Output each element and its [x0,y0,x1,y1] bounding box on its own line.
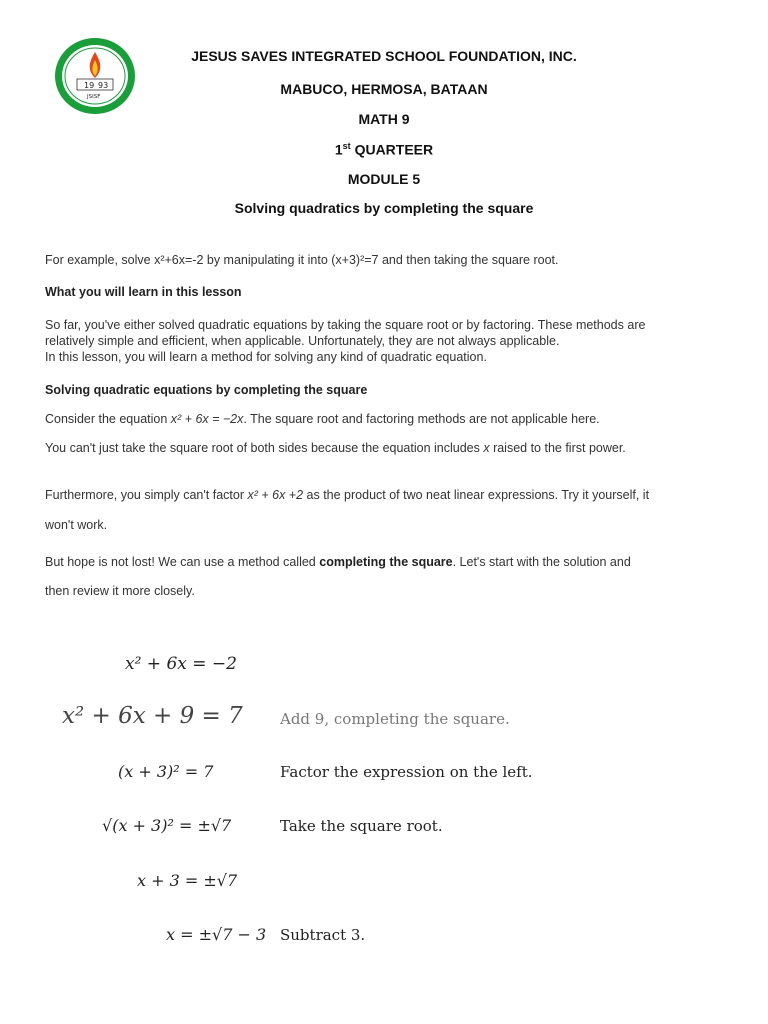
learn-line-2: relatively simple and efficient, when applicable. Unfortunately, they are not always applicable. [45,334,560,348]
cant-text [45,440,735,456]
learn-line-1: So far, you've either solved quadratic equations by taking the square root or by factoring. These methods are [45,318,646,332]
logo-year-left: 19 [84,81,95,90]
section-heading: Solving quadratic equations by completing the square [45,383,368,397]
quarter-text: QUARTEER [354,141,434,158]
hope-post: . Let's start with the solution and [452,555,631,569]
school-logo [53,36,137,116]
hope-bold: completing the square [319,555,453,569]
further-post: as the product of two neat linear expressions. Try it yourself, it [303,488,650,502]
step-6-equation: x = ±√7 − 3 [166,925,267,944]
quarter-number: 1 [334,141,343,158]
step-2-equation: x² + 6x + 9 = 7 [62,703,243,729]
cant-pre: You can't just take the square root of both sides because the equation includes [45,441,484,455]
further-equation: x² + 6x +2 [247,488,304,502]
logo-abbr: JSISF [87,94,101,100]
learn-paragraph [45,317,735,365]
module: MODULE 5 [347,171,421,187]
cant-post: raised to the first power. [489,441,626,455]
step-1-equation: x² + 6x = −2 [125,654,237,674]
further-pre: Furthermore, you simply can't factor [45,488,248,502]
consider-equation: x² + 6x = −2x [170,412,244,426]
topic: Solving quadratics by completing the square [234,200,534,216]
step-4-equation: √(x + 3)² = ±√7 [102,816,232,835]
step-3-note: Factor the expression on the left. [280,763,533,781]
learn-heading: What you will learn in this lesson [45,285,242,299]
intro-text: For example, solve x²+6x=-2 by manipulating it into (x+3)²=7 and then taking the square root. [45,253,559,267]
step-4-note: Take the square root. [280,817,443,835]
step-6-note: Subtract 3. [280,926,366,944]
quarter [150,141,618,158]
hope-text [45,548,735,606]
consider-text [45,411,735,427]
hope-pre: But hope is not lost! We can use a method called [45,555,320,569]
learn-line-3: In this lesson, you will learn a method for solving any kind of quadratic equation. [45,350,487,364]
quarter-suffix: st [342,141,351,151]
subject: MATH 9 [358,111,410,127]
further-text [45,480,735,540]
logo-year-right: 93 [98,81,109,90]
step-2-note: Add 9, completing the square. [280,710,510,728]
cant-var: x [483,441,490,455]
school-address: MABUCO, HERMOSA, BATAAN [280,81,488,97]
hope-line-2: then review it more closely. [45,584,195,598]
consider-post: . The square root and factoring methods are not applicable here. [243,412,600,426]
further-line-2: won't work. [45,518,108,532]
step-3-equation: (x + 3)² = 7 [118,762,214,781]
step-5-equation: x + 3 = ±√7 [137,871,238,890]
school-name: JESUS SAVES INTEGRATED SCHOOL FOUNDATION, INC. [191,48,577,64]
consider-pre: Consider the equation [45,412,171,426]
